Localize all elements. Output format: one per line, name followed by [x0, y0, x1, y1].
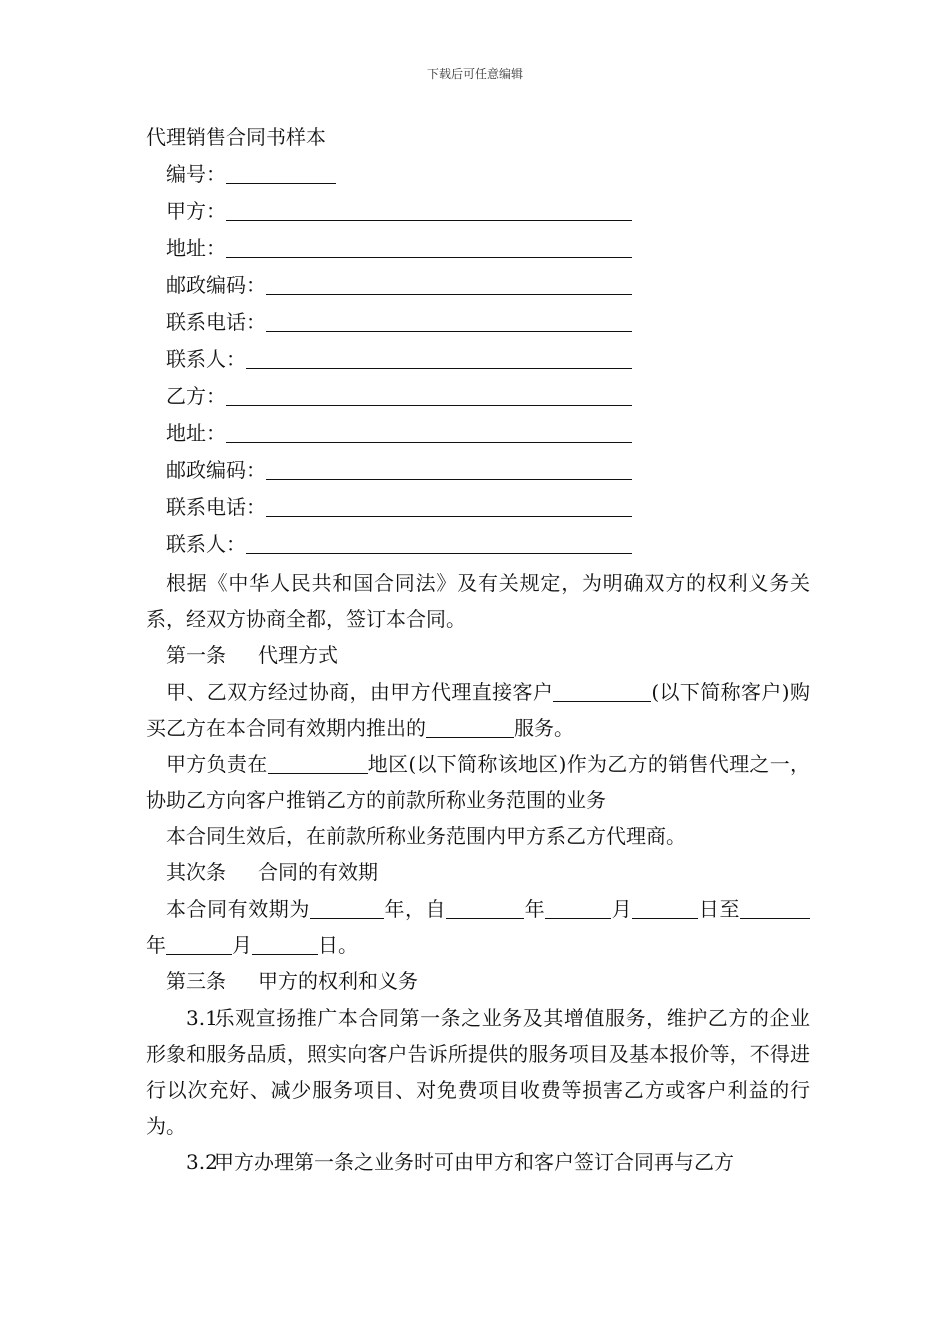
text-segment: 服务。 [514, 716, 574, 740]
clause-3-1-text: 乐观宣扬推广本合同第一条之业务及其增值服务，维护乙方的企业形象和服务品质，照实向客户告诉所提供的服务项目及基本报价等，不得进行以次充好、减少服务项目、对免费项目收费等损害乙方或客户利益的行为。 [146, 1006, 810, 1138]
blank-years[interactable] [310, 896, 384, 919]
field-row [146, 230, 810, 267]
field-blank[interactable] [246, 346, 632, 369]
field-label: 乙方： [166, 384, 226, 408]
field-blank[interactable] [226, 198, 632, 221]
clause-3-2 [146, 1144, 810, 1180]
text-segment: 甲、乙双方经过协商，由甲方代理直接客户 [166, 680, 554, 704]
clause-3-1 [146, 1000, 810, 1144]
field-label: 联系电话： [166, 495, 266, 519]
field-row [146, 193, 810, 230]
text-segment: 地区(以下简称该地区)作为乙方的销售代理之一，协助乙方向客户推销乙方的前款所称业务范围的业务 [146, 752, 810, 812]
field-row [146, 341, 810, 378]
document-title: 代理销售合同书样本 [146, 125, 326, 149]
blank-end-year-a[interactable] [740, 896, 768, 919]
blank-start-year[interactable] [446, 896, 524, 919]
field-blank[interactable] [226, 235, 632, 258]
article-2-title: 合同的有效期 [258, 860, 378, 884]
field-label: 联系电话： [166, 310, 266, 334]
article-2-heading [146, 854, 810, 891]
article-3-number: 第三条 [166, 969, 226, 993]
field-row [146, 156, 810, 193]
field-row [146, 489, 810, 526]
field-row [146, 526, 810, 563]
blank-client[interactable] [553, 679, 651, 702]
blank-end-year-b[interactable] [768, 896, 810, 919]
contact-fields [146, 156, 810, 563]
field-blank[interactable] [266, 309, 632, 332]
field-label: 地址： [166, 236, 226, 260]
field-label: 编号： [166, 162, 226, 186]
field-label: 联系人： [166, 347, 246, 371]
field-row [146, 415, 810, 452]
text-segment: 本合同有效期为 [166, 897, 310, 921]
preamble-paragraph: 根据《中华人民共和国合同法》及有关规定，为明确双方的权利义务关系，经双方协商全都，签订本合同。 [146, 571, 810, 631]
clause-3-2-number: 3.2 [186, 1150, 218, 1174]
text-segment: 月 [232, 933, 252, 957]
page-header-note: 下载后可任意编辑 [426, 67, 523, 81]
article-1-heading [146, 637, 810, 674]
field-label: 联系人： [166, 532, 246, 556]
field-blank[interactable] [226, 383, 632, 406]
field-row [146, 267, 810, 304]
text-segment: 年，自 [383, 897, 447, 921]
article-3-title: 甲方的权利和义务 [258, 969, 418, 993]
blank-region[interactable] [268, 751, 368, 774]
article-1-paragraph-2 [146, 746, 810, 818]
text-segment: 甲方负责在 [166, 752, 268, 776]
field-label: 地址： [166, 421, 226, 445]
field-blank[interactable] [246, 531, 632, 554]
field-row [146, 378, 810, 415]
field-blank[interactable] [226, 420, 632, 443]
blank-start-month[interactable] [545, 896, 611, 919]
field-row [146, 304, 810, 341]
field-label: 邮政编码： [166, 273, 266, 297]
field-blank[interactable] [266, 272, 632, 295]
text-segment: 月 [611, 897, 633, 921]
article-2-number: 其次条 [166, 860, 226, 884]
blank-start-day[interactable] [632, 896, 698, 919]
text-segment: 年 [146, 933, 166, 957]
article-1-paragraph-1 [146, 674, 810, 746]
text-segment: (以下简称客户)购买乙方在本合同有效期内推出的 [146, 680, 810, 740]
blank-end-day[interactable] [252, 932, 318, 955]
text-segment: 日。 [318, 933, 358, 957]
article-1-number: 第一条 [166, 643, 226, 667]
clause-3-2-text: 甲方办理第一条之业务时可由甲方和客户签订合同再与乙方 [214, 1150, 734, 1174]
field-blank[interactable] [266, 457, 632, 480]
field-blank[interactable] [266, 494, 632, 517]
field-blank[interactable] [226, 161, 336, 184]
field-row [146, 452, 810, 489]
blank-end-month[interactable] [166, 932, 232, 955]
text-segment: 日至 [698, 897, 741, 921]
article-1-title: 代理方式 [258, 643, 338, 667]
text-segment: 年 [524, 897, 546, 921]
clause-3-1-number: 3.1 [186, 1006, 218, 1030]
blank-service[interactable] [426, 715, 514, 738]
field-label: 甲方： [166, 199, 226, 223]
article-1-paragraph-3: 本合同生效后，在前款所称业务范围内甲方系乙方代理商。 [166, 824, 686, 848]
article-2-paragraph [146, 891, 810, 963]
field-label: 邮政编码： [166, 458, 266, 482]
contract-document [146, 118, 810, 1180]
article-3-heading [146, 963, 810, 1000]
